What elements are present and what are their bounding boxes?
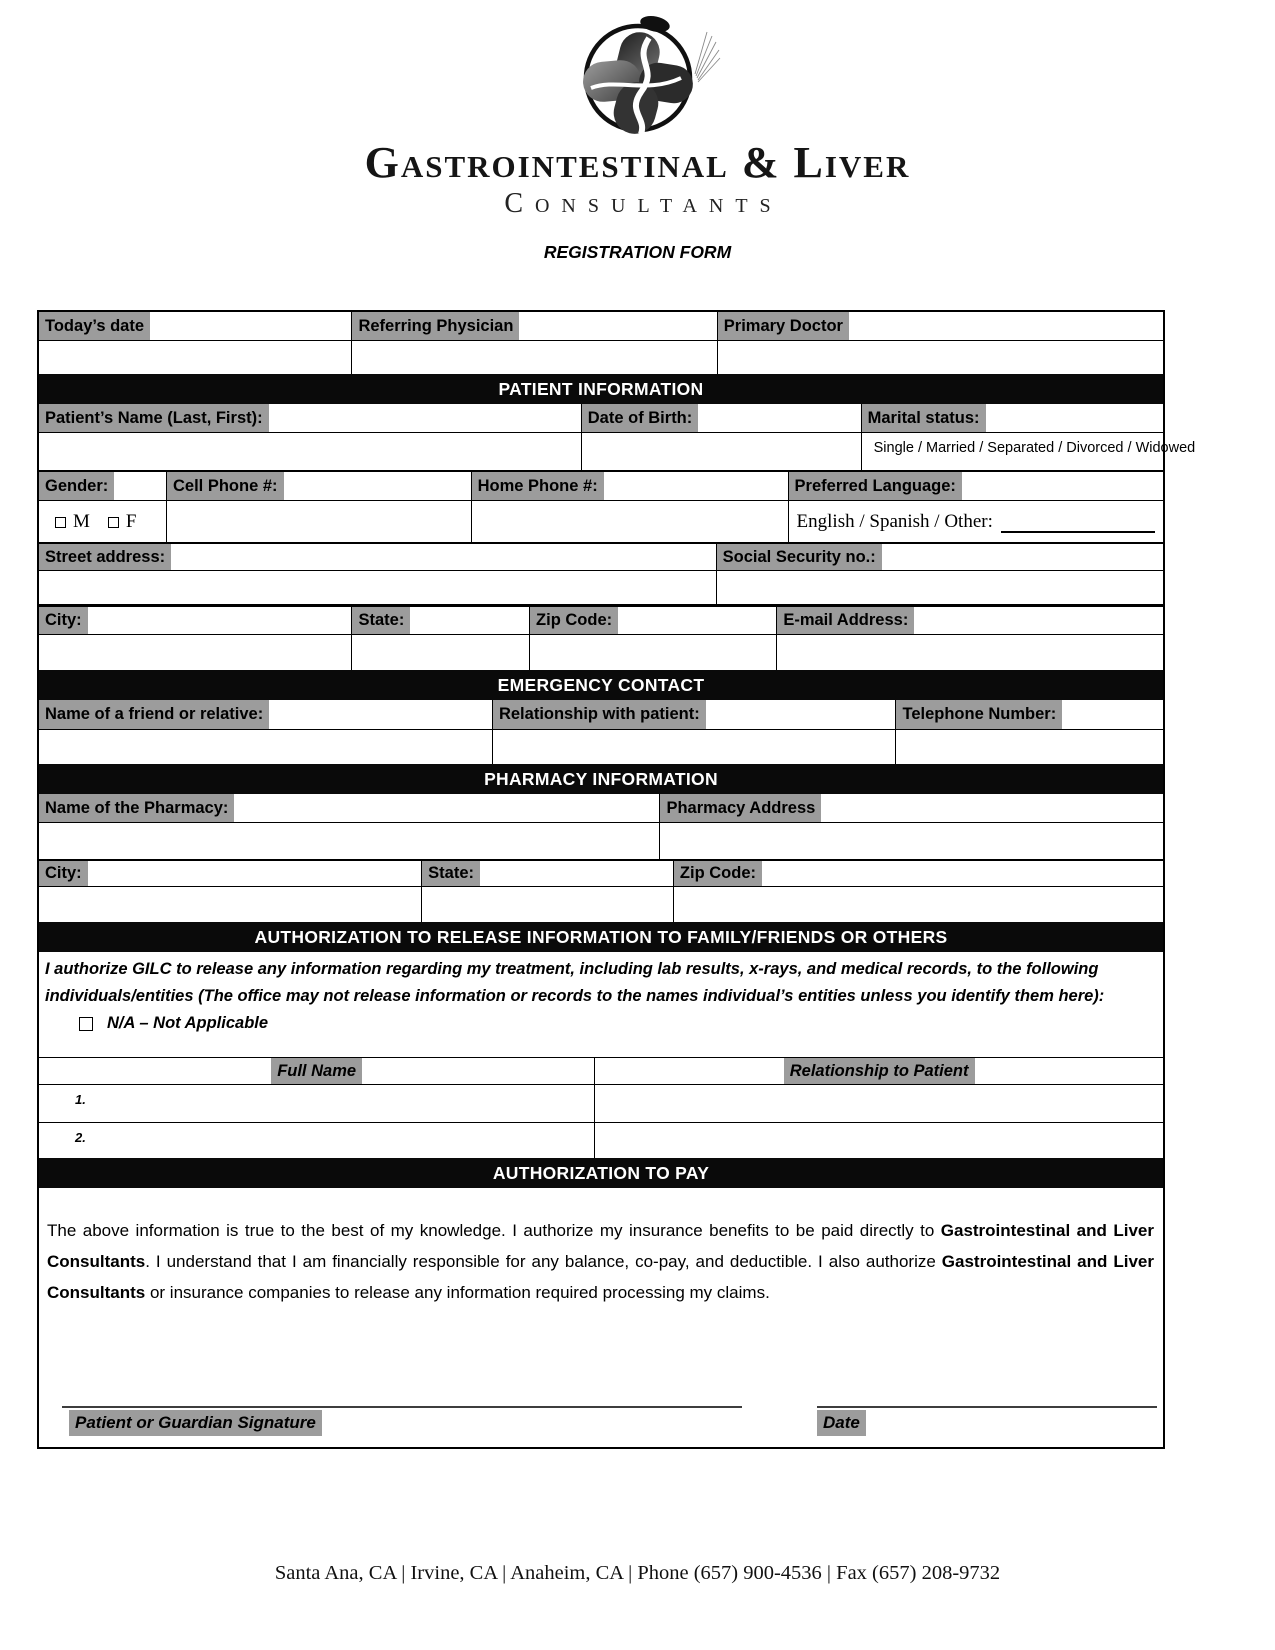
home-phone-label: Home Phone #: <box>472 472 604 500</box>
street-address-input[interactable] <box>39 571 716 604</box>
gender-label: Gender: <box>39 472 114 500</box>
language-other-blank[interactable] <box>1001 519 1155 533</box>
referring-physician-label-cell <box>351 312 716 340</box>
email-label-cell <box>776 607 1163 634</box>
street-address-label-cell <box>39 544 716 570</box>
emergency-phone-label-cell <box>895 700 1163 729</box>
gender-female-option[interactable] <box>108 511 137 533</box>
pharmacy-city-label: City: <box>39 861 88 886</box>
referring-physician-label: Referring Physician <box>352 312 519 340</box>
zip-label-cell <box>529 607 776 634</box>
release-authorization-banner <box>39 922 1163 952</box>
relationship-header: Relationship to Patient <box>784 1058 975 1084</box>
dob-input[interactable] <box>581 433 861 470</box>
patient-information-banner <box>39 374 1163 404</box>
date-line[interactable] <box>817 1406 1157 1408</box>
ssn-label: Social Security no.: <box>717 544 882 570</box>
na-label: N/A – Not Applicable <box>107 1014 269 1032</box>
pharmacy-name-input[interactable] <box>39 823 659 859</box>
release-row2-name-input[interactable] <box>39 1123 594 1158</box>
date-label-wrap <box>817 1410 866 1436</box>
home-phone-label-cell <box>471 472 788 500</box>
email-label: E-mail Address: <box>777 607 914 634</box>
city-input[interactable] <box>39 635 351 670</box>
release-row2-number: 2. <box>75 1130 86 1145</box>
primary-doctor-label-cell <box>717 312 1163 340</box>
emergency-name-label-cell <box>39 700 492 729</box>
emergency-name-input[interactable] <box>39 730 492 764</box>
primary-doctor-input[interactable] <box>717 341 1163 374</box>
gender-label-cell <box>39 472 166 500</box>
pharmacy-city-label-cell <box>39 861 421 886</box>
release-authorization-block <box>39 952 1163 1057</box>
pharmacy-city-input[interactable] <box>39 887 421 922</box>
zip-input[interactable] <box>529 635 776 670</box>
authorization-to-pay-title: AUTHORIZATION TO PAY <box>492 1162 710 1183</box>
release-row1-number: 1. <box>75 1092 86 1107</box>
authorization-to-pay-paragraph: The above information is true to the best of my knowledge. I authorize my insurance benefits to be paid directly to Gastrointestinal and Liver Consultants. I understand that I am financially responsible for any balance, co-pay, and deductible. I also authorize Gastrointestinal and Liver Consultants or insurance companies to release any information required processing my claims. <box>47 1221 1154 1302</box>
release-row2-relationship-input[interactable] <box>594 1123 1163 1158</box>
signature-line[interactable] <box>62 1406 742 1408</box>
clinic-logo <box>0 8 1275 140</box>
footer-locations-contact: Santa Ana, CA | Irvine, CA | Anaheim, CA | Phone (657) 900-4536 | Fax (657) 208-9732 <box>274 1562 1001 1584</box>
street-address-label: Street address: <box>39 544 171 570</box>
ssn-label-cell <box>716 544 1163 570</box>
patient-name-label-cell <box>39 404 581 432</box>
form-header <box>0 0 1275 263</box>
gender-male-option[interactable] <box>55 511 90 533</box>
emergency-name-label: Name of a friend or relative: <box>39 700 269 729</box>
patient-name-label: Patient’s Name (Last, First): <box>39 404 269 432</box>
home-phone-input[interactable] <box>471 501 788 542</box>
patient-information-title: PATIENT INFORMATION <box>498 378 704 399</box>
emergency-contact-banner <box>39 670 1163 700</box>
relationship-header-cell <box>594 1058 1163 1084</box>
na-checkbox[interactable] <box>79 1017 93 1031</box>
todays-date-label: Today’s date <box>39 312 150 340</box>
emergency-relationship-input[interactable] <box>492 730 896 764</box>
pharmacy-name-label-cell <box>39 794 659 822</box>
na-option-row[interactable] <box>45 1009 1155 1033</box>
registration-form-table <box>37 310 1196 1449</box>
marital-status-label-cell <box>861 404 1163 432</box>
release-authorization-title: AUTHORIZATION TO RELEASE INFORMATION TO FAMILY/FRIENDS OR OTHERS <box>254 926 948 947</box>
primary-doctor-label: Primary Doctor <box>718 312 849 340</box>
ssn-input[interactable] <box>716 571 1163 604</box>
male-checkbox[interactable] <box>55 517 66 528</box>
emergency-contact-title: EMERGENCY CONTACT <box>497 674 705 695</box>
pharmacy-address-label-cell <box>659 794 1163 822</box>
language-options: English / Spanish / Other: <box>796 511 993 532</box>
pharmacy-information-banner <box>39 764 1163 794</box>
pharmacy-address-label: Pharmacy Address <box>660 794 821 822</box>
signature-label: Patient or Guardian Signature <box>69 1410 322 1436</box>
dob-label: Date of Birth: <box>582 404 699 432</box>
brand-name-line1: Gastrointestinal & Liver <box>364 138 911 187</box>
pharmacy-address-input[interactable] <box>659 823 1163 859</box>
cell-phone-label: Cell Phone #: <box>167 472 284 500</box>
release-paragraph: I authorize GILC to release any information regarding my treatment, including lab results, x-rays, and medical records, to the following individuals/entities (The office may not release information or records to the names individual’s entities unless you identify them here): <box>45 960 1105 1005</box>
pharmacy-zip-label-cell <box>673 861 1163 886</box>
referring-physician-input[interactable] <box>351 341 716 374</box>
pharmacy-information-title: PHARMACY INFORMATION <box>484 768 718 789</box>
release-row1-relationship-input[interactable] <box>594 1085 1163 1122</box>
brand-name-line2: Consultants <box>504 188 783 219</box>
date-label: Date <box>817 1410 866 1436</box>
cell-phone-label-cell <box>166 472 471 500</box>
preferred-language-options-cell <box>788 501 1163 542</box>
pharmacy-state-input[interactable] <box>421 887 673 922</box>
zip-label: Zip Code: <box>530 607 618 634</box>
pharmacy-state-label: State: <box>422 861 480 886</box>
email-input[interactable] <box>776 635 1163 670</box>
gender-checkbox-group <box>39 501 166 542</box>
patient-name-input[interactable] <box>39 433 581 470</box>
emergency-phone-label: Telephone Number: <box>896 700 1062 729</box>
state-input[interactable] <box>351 635 529 670</box>
todays-date-input[interactable] <box>39 341 351 374</box>
full-name-header-cell <box>39 1058 594 1084</box>
preferred-language-label: Preferred Language: <box>789 472 962 500</box>
form-title: REGISTRATION FORM <box>543 242 732 262</box>
dob-label-cell <box>581 404 861 432</box>
city-label: City: <box>39 607 88 634</box>
female-label: F <box>125 510 137 532</box>
cell-phone-input[interactable] <box>166 501 471 542</box>
authorization-to-pay-block <box>39 1188 1163 1447</box>
release-row1-name-input[interactable] <box>39 1085 594 1122</box>
marital-status-options: Single / Married / Separated / Divorced / Widowed <box>861 433 1163 470</box>
emergency-phone-input[interactable] <box>895 730 1163 764</box>
marital-status-label: Marital status: <box>862 404 986 432</box>
city-label-cell <box>39 607 351 634</box>
female-checkbox[interactable] <box>108 517 119 528</box>
authorization-to-pay-banner <box>39 1158 1163 1188</box>
state-label: State: <box>352 607 410 634</box>
emergency-relationship-label-cell <box>492 700 896 729</box>
pharmacy-state-label-cell <box>421 861 673 886</box>
pharmacy-name-label: Name of the Pharmacy: <box>39 794 234 822</box>
preferred-language-label-cell <box>788 472 1163 500</box>
todays-date-label-cell <box>39 312 351 340</box>
gi-clover-endoscope-icon <box>549 8 727 140</box>
signature-label-wrap <box>69 1410 322 1436</box>
pharmacy-zip-label: Zip Code: <box>674 861 762 886</box>
state-label-cell <box>351 607 529 634</box>
emergency-relationship-label: Relationship with patient: <box>493 700 706 729</box>
pharmacy-zip-input[interactable] <box>673 887 1163 922</box>
full-name-header: Full Name <box>271 1058 362 1084</box>
male-label: M <box>73 510 90 532</box>
